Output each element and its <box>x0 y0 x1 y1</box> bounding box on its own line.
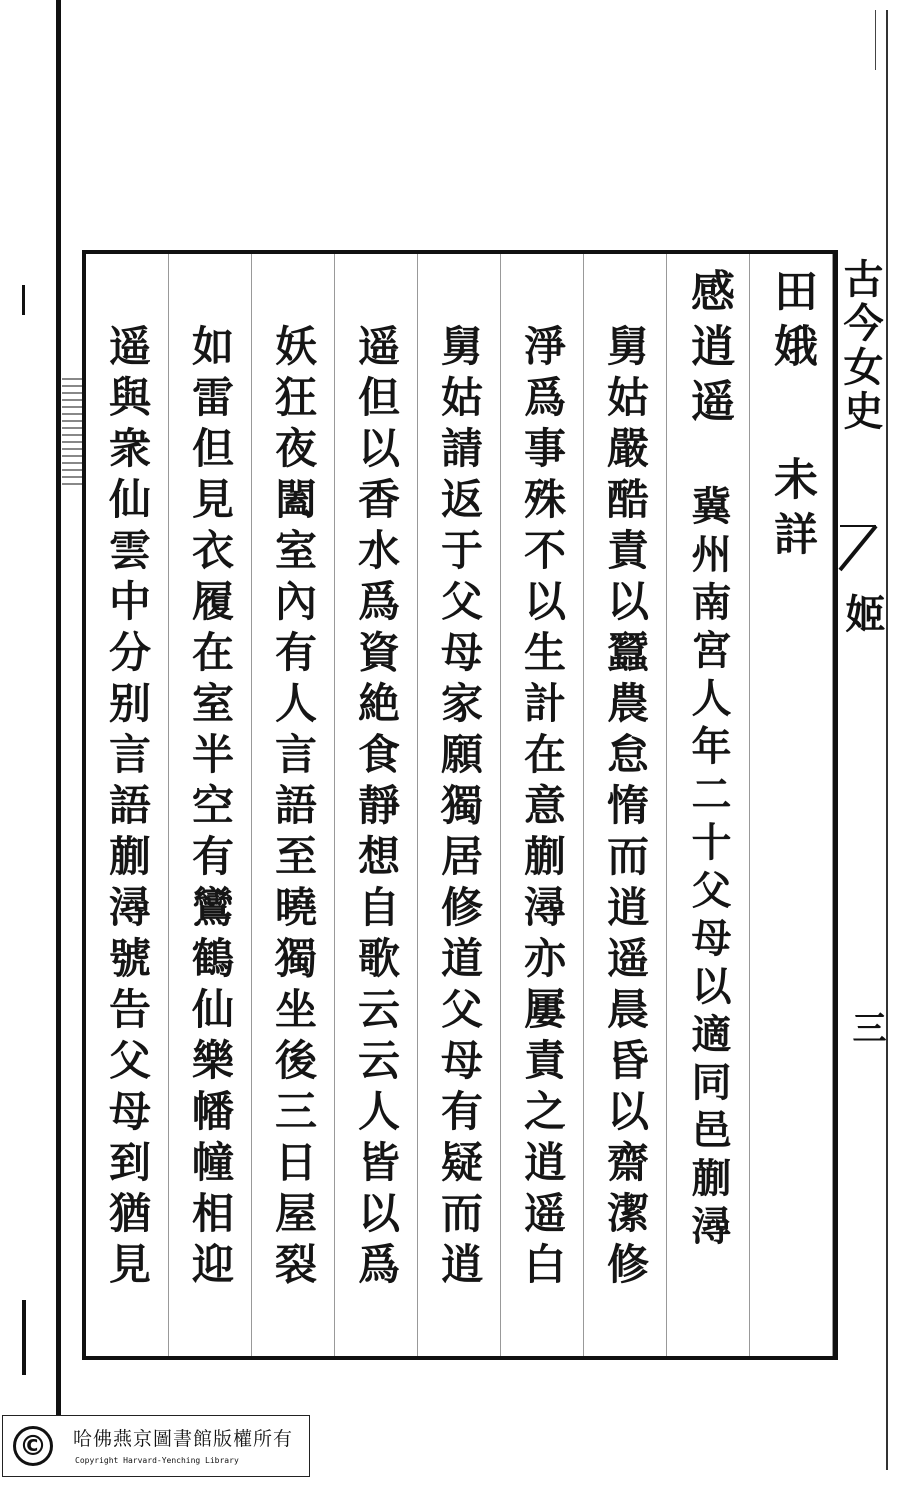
margin-stamp <box>62 375 82 485</box>
copyright-notice <box>2 1415 310 1477</box>
fishtail-mark-icon <box>836 520 880 580</box>
column-text: 感逍遥 <box>683 268 734 433</box>
section-label: 姬 <box>839 593 886 637</box>
text-column <box>750 254 833 1356</box>
binding-line <box>56 0 61 1420</box>
edge-mark <box>22 285 25 315</box>
copyright-chinese: 哈佛燕京圖書館版權所有 <box>73 1428 294 1450</box>
heading-name: 田娥 <box>766 268 817 378</box>
text-column <box>501 254 584 1356</box>
text-column <box>418 254 501 1356</box>
copyright-english: Copyright Harvard-Yenching Library <box>75 1456 239 1465</box>
page-number: 三 <box>846 1010 886 1044</box>
text-column <box>252 254 335 1356</box>
text-column <box>667 254 750 1356</box>
column-text: 淨爲事殊不以生計在意蒯潯亦屢責之逍遥白 <box>518 324 567 1293</box>
column-text: 遥與衆仙雲中分别言語蒯潯號告父母到猶見 <box>103 324 152 1293</box>
text-column <box>169 254 252 1356</box>
edge-mark <box>22 1300 26 1375</box>
text-column <box>335 254 418 1356</box>
column-text: 妖狂夜闔室內有人言語至曉獨坐後三日屋裂 <box>269 324 318 1293</box>
heading-note: 未詳 <box>766 456 817 566</box>
column-text: 舅姑嚴酷責以蠶農怠惰而逍遥晨昏以齋潔修 <box>601 324 650 1293</box>
text-column <box>584 254 667 1356</box>
book-title: 古今女史 <box>837 258 884 434</box>
text-frame <box>82 250 838 1360</box>
page-edge-line <box>886 10 888 1470</box>
column-text: 如雷但見衣履在室半空有鸞鶴仙樂幡幢相迎 <box>186 324 235 1293</box>
column-text: 舅姑請返于父母家願獨居修道父母有疑而逍 <box>435 324 484 1293</box>
column-text: 冀州南宮人年二十父母以適同邑蒯潯 <box>685 485 732 1253</box>
column-text: 遥但以香水爲資絶食靜想自歌云云人皆以爲 <box>352 324 401 1293</box>
text-column <box>86 254 169 1356</box>
copyright-icon: © <box>13 1426 53 1466</box>
page-edge-line <box>875 10 876 70</box>
